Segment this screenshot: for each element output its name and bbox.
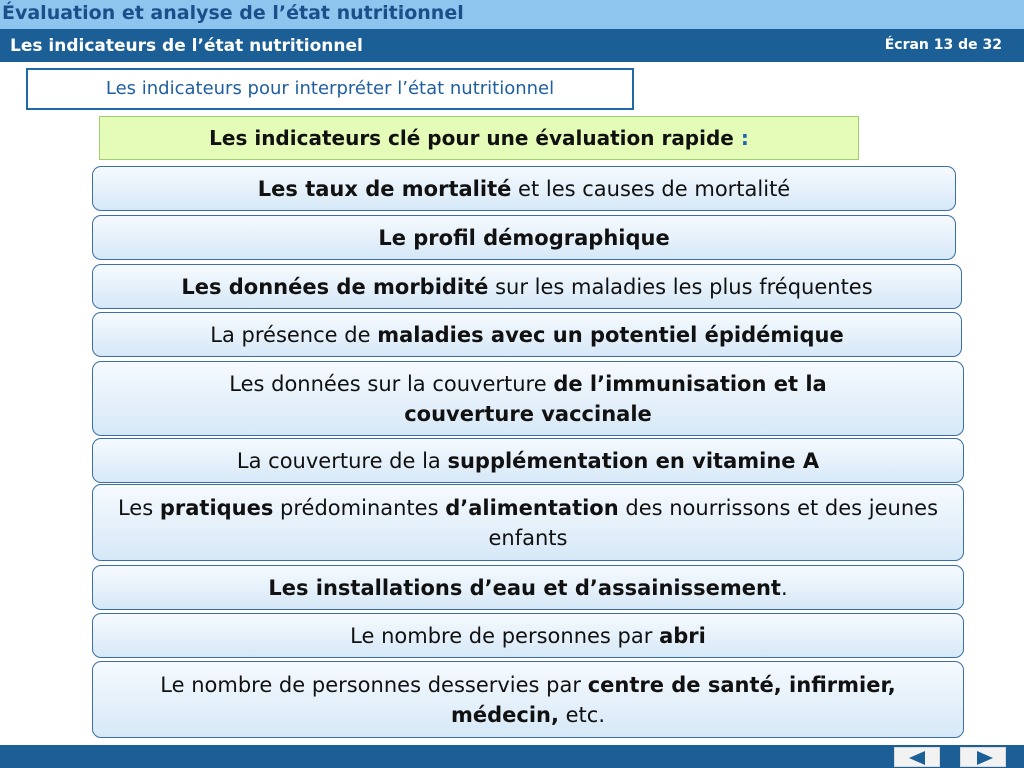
indicator-text: prédominantes bbox=[273, 495, 446, 520]
indicator-text: Les bbox=[117, 495, 160, 520]
indicator-text: sur les maladies les plus fréquentes bbox=[488, 274, 873, 299]
indicator-bold-text: d’alimentation bbox=[445, 495, 619, 520]
indicator-bold-text: Les données de morbidité bbox=[181, 274, 489, 299]
indicator-health-services bbox=[92, 661, 964, 738]
indicator-text: et les causes de mortalité bbox=[511, 176, 791, 201]
indicator-bold-text: pratiques bbox=[159, 495, 274, 520]
indicator-text: Le nombre de personnes desservies par bbox=[160, 672, 588, 697]
indicator-epidemic-diseases bbox=[92, 312, 962, 357]
indicator-water-sanitation bbox=[92, 565, 964, 610]
triangle-left-icon bbox=[895, 748, 941, 768]
intro-heading bbox=[99, 116, 859, 160]
indicator-vitamin-a bbox=[92, 438, 964, 483]
indicator-feeding-practices bbox=[92, 484, 964, 561]
indicator-text: La couverture de la bbox=[236, 448, 448, 473]
screen-counter: Écran 13 de 32 bbox=[884, 37, 1002, 53]
indicator-text: La présence de bbox=[210, 322, 378, 347]
indicator-bold-text: Le profil démographique bbox=[378, 225, 670, 250]
triangle-right-icon bbox=[961, 748, 1007, 768]
indicator-demographic-profile bbox=[92, 215, 956, 260]
course-title-bar bbox=[0, 0, 1024, 29]
indicator-bold-text: supplémentation en vitamine A bbox=[447, 448, 820, 473]
indicator-immunisation bbox=[92, 361, 964, 436]
indicator-bold-text: maladies avec un potentiel épidémique bbox=[377, 322, 844, 347]
section-header-bar bbox=[0, 29, 1024, 62]
section-title: Les indicateurs de l’état nutritionnel bbox=[10, 36, 363, 56]
indicator-text: Les données sur la couverture bbox=[229, 371, 554, 396]
intro-heading-text: Les indicateurs clé pour une évaluation rapide bbox=[209, 126, 741, 150]
indicator-text: Le nombre de personnes par bbox=[350, 623, 660, 648]
indicator-bold-text: Les installations d’eau et d’assainissement bbox=[268, 575, 781, 600]
next-screen-button[interactable] bbox=[960, 747, 1006, 767]
footer-bar bbox=[0, 745, 1024, 768]
intro-heading-colon: : bbox=[740, 126, 749, 150]
page-subtitle: Les indicateurs pour interpréter l’état nutritionnel bbox=[26, 68, 634, 110]
indicator-mortality bbox=[92, 166, 956, 211]
indicator-text: des nourrissons et des jeunes enfants bbox=[488, 495, 939, 550]
indicator-bold-text: de l’immunisation et la couverture vaccinale bbox=[404, 371, 827, 426]
indicator-bold-text: centre de santé, infirmier, médecin, bbox=[450, 672, 896, 727]
indicator-bold-text: Les taux de mortalité bbox=[257, 176, 512, 201]
course-title: Évaluation et analyse de l’état nutritionnel bbox=[2, 2, 464, 24]
indicator-bold-text: abri bbox=[659, 623, 706, 648]
indicator-text: . bbox=[780, 575, 788, 600]
previous-screen-button[interactable] bbox=[894, 747, 940, 767]
indicator-text: etc. bbox=[558, 702, 606, 727]
indicator-morbidity bbox=[92, 264, 962, 309]
indicator-persons-per-shelter bbox=[92, 613, 964, 658]
